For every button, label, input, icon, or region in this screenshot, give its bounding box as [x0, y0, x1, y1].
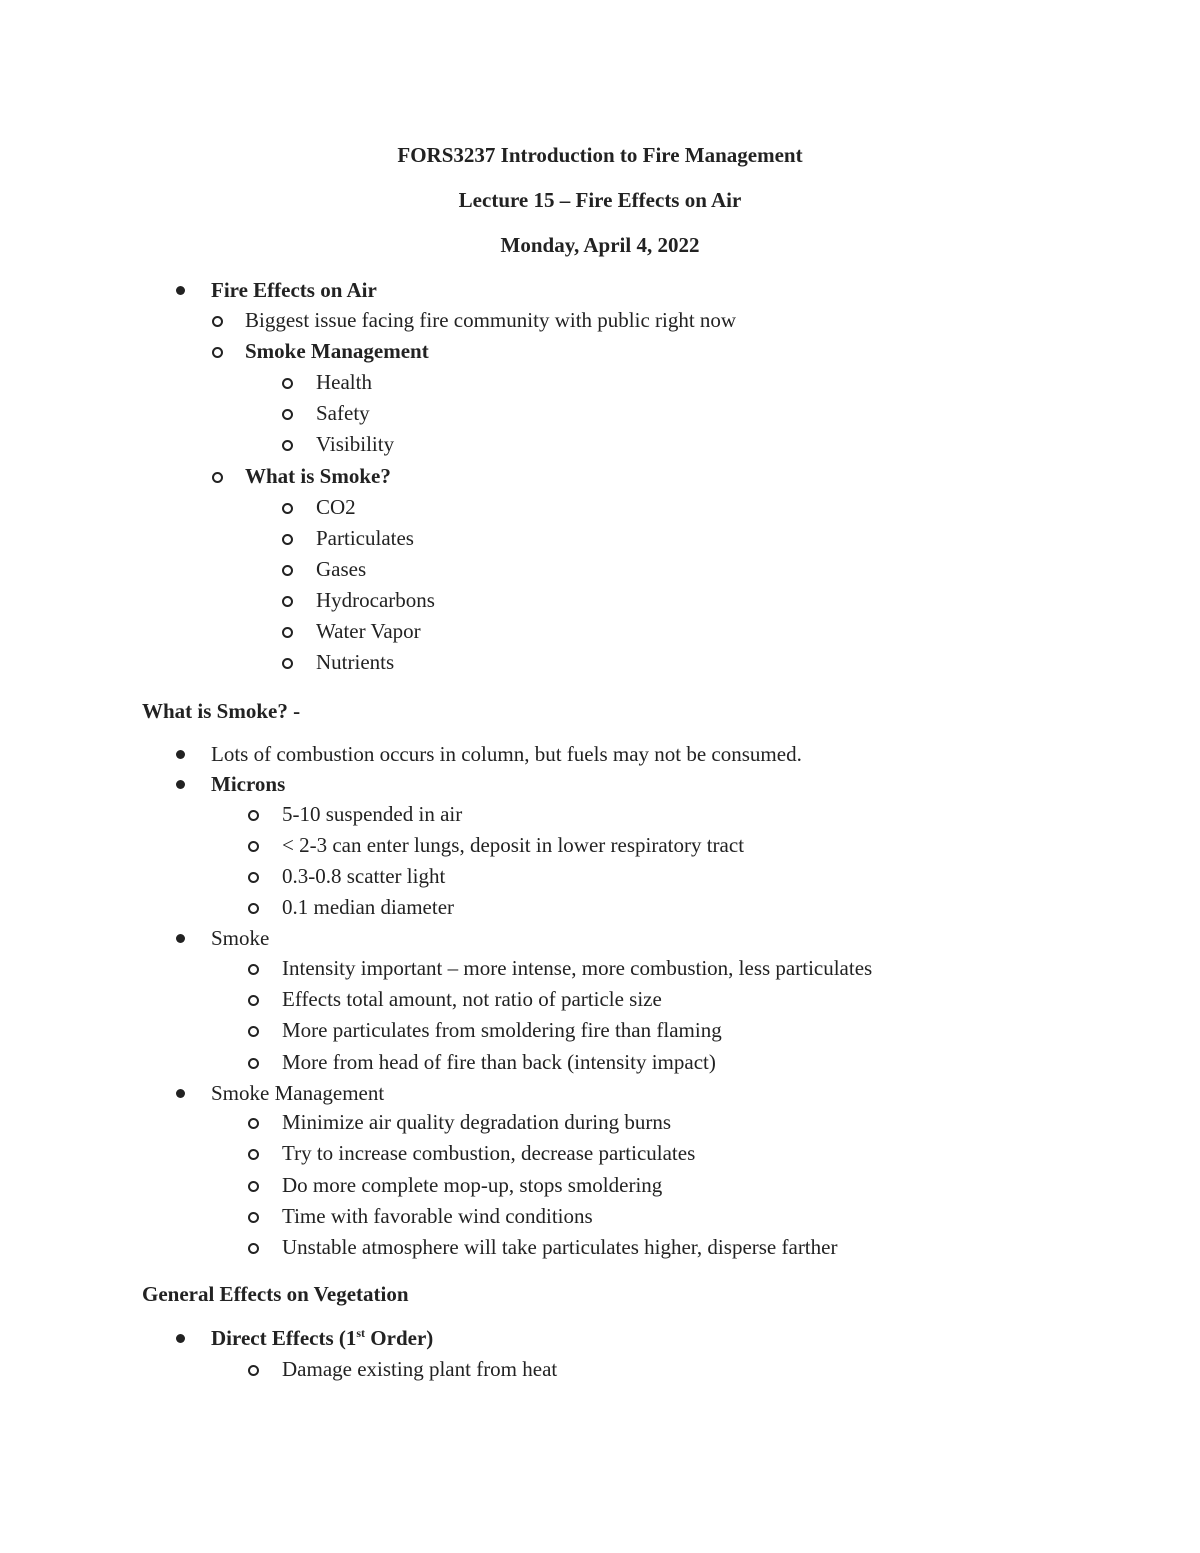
bullet-circle-icon [212, 316, 223, 327]
bullet-dot-icon [176, 1334, 185, 1343]
list-item: Fire Effects on Air [211, 278, 377, 302]
list-item: Intensity important – more intense, more combustion, less particulates [282, 956, 873, 980]
lecture-title: Lecture 15 – Fire Effects on Air [458, 188, 742, 212]
list-item: Damage existing plant from heat [282, 1357, 558, 1381]
list-item: Nutrients [316, 650, 395, 674]
bullet-circle-icon [248, 810, 259, 821]
bullet-circle-icon [248, 1212, 259, 1223]
list-item: Unstable atmosphere will take particulates higher, disperse farther [282, 1235, 838, 1259]
bullet-circle-icon [282, 565, 293, 576]
list-item: More particulates from smoldering fire than flaming [282, 1018, 722, 1042]
list-item: CO2 [316, 495, 356, 519]
bullet-dot-icon [176, 286, 185, 295]
list-item: Gases [316, 557, 367, 581]
bullet-circle-icon [248, 1243, 259, 1254]
bullet-circle-icon [212, 347, 223, 358]
direct-effects-suffix: Order) [365, 1326, 434, 1350]
bullet-dot-icon [176, 750, 185, 759]
list-item: Time with favorable wind conditions [282, 1204, 593, 1228]
bullet-circle-icon [282, 503, 293, 514]
bullet-circle-icon [248, 903, 259, 914]
list-item: Try to increase combustion, decrease particulates [282, 1141, 696, 1165]
ordinal-suffix: st [356, 1326, 366, 1340]
list-item-direct-effects [211, 1323, 433, 1354]
list-item: Hydrocarbons [316, 588, 435, 612]
bullet-circle-icon [282, 378, 293, 389]
section-heading-general-effects: General Effects on Vegetation [142, 1282, 409, 1306]
list-item: More from head of fire than back (intensity impact) [282, 1050, 716, 1074]
bullet-circle-icon [248, 964, 259, 975]
list-item: What is Smoke? [245, 464, 391, 488]
list-item: Do more complete mop-up, stops smoldering [282, 1173, 663, 1197]
bullet-circle-icon [248, 872, 259, 883]
bullet-circle-icon [248, 1026, 259, 1037]
list-item: Lots of combustion occurs in column, but fuels may not be consumed. [211, 742, 802, 766]
bullet-dot-icon [176, 780, 185, 789]
bullet-circle-icon [282, 596, 293, 607]
list-item: 0.1 median diameter [282, 895, 455, 919]
course-title: FORS3237 Introduction to Fire Management [397, 143, 803, 167]
direct-effects-label: Direct Effects (1 [211, 1326, 357, 1350]
list-item: 5-10 suspended in air [282, 802, 463, 826]
bullet-circle-icon [282, 440, 293, 451]
bullet-circle-icon [212, 472, 223, 483]
list-item: Effects total amount, not ratio of particle size [282, 987, 662, 1011]
bullet-dot-icon [176, 1089, 185, 1098]
lecture-date: Monday, April 4, 2022 [500, 233, 700, 257]
list-item: Minimize air quality degradation during burns [282, 1110, 671, 1134]
bullet-circle-icon [282, 658, 293, 669]
list-item: Safety [316, 401, 370, 425]
list-item: Particulates [316, 526, 414, 550]
section-heading-what-is-smoke: What is Smoke? - [142, 699, 301, 723]
bullet-circle-icon [248, 1118, 259, 1129]
bullet-circle-icon [248, 995, 259, 1006]
list-item: Visibility [316, 432, 395, 456]
list-item: Water Vapor [316, 619, 421, 643]
bullet-dot-icon [176, 934, 185, 943]
bullet-circle-icon [248, 1365, 259, 1376]
list-item: Smoke Management [245, 339, 429, 363]
bullet-circle-icon [282, 534, 293, 545]
bullet-circle-icon [282, 409, 293, 420]
list-item: Health [316, 370, 372, 394]
bullet-circle-icon [248, 1181, 259, 1192]
list-item: Smoke Management [211, 1081, 385, 1105]
bullet-circle-icon [282, 627, 293, 638]
list-item: 0.3-0.8 scatter light [282, 864, 446, 888]
list-item: < 2-3 can enter lungs, deposit in lower respiratory tract [282, 833, 745, 857]
bullet-circle-icon [248, 1058, 259, 1069]
list-item: Microns [211, 772, 286, 796]
bullet-circle-icon [248, 1149, 259, 1160]
list-item: Biggest issue facing fire community with public right now [245, 308, 737, 332]
bullet-circle-icon [248, 841, 259, 852]
list-item: Smoke [211, 926, 270, 950]
